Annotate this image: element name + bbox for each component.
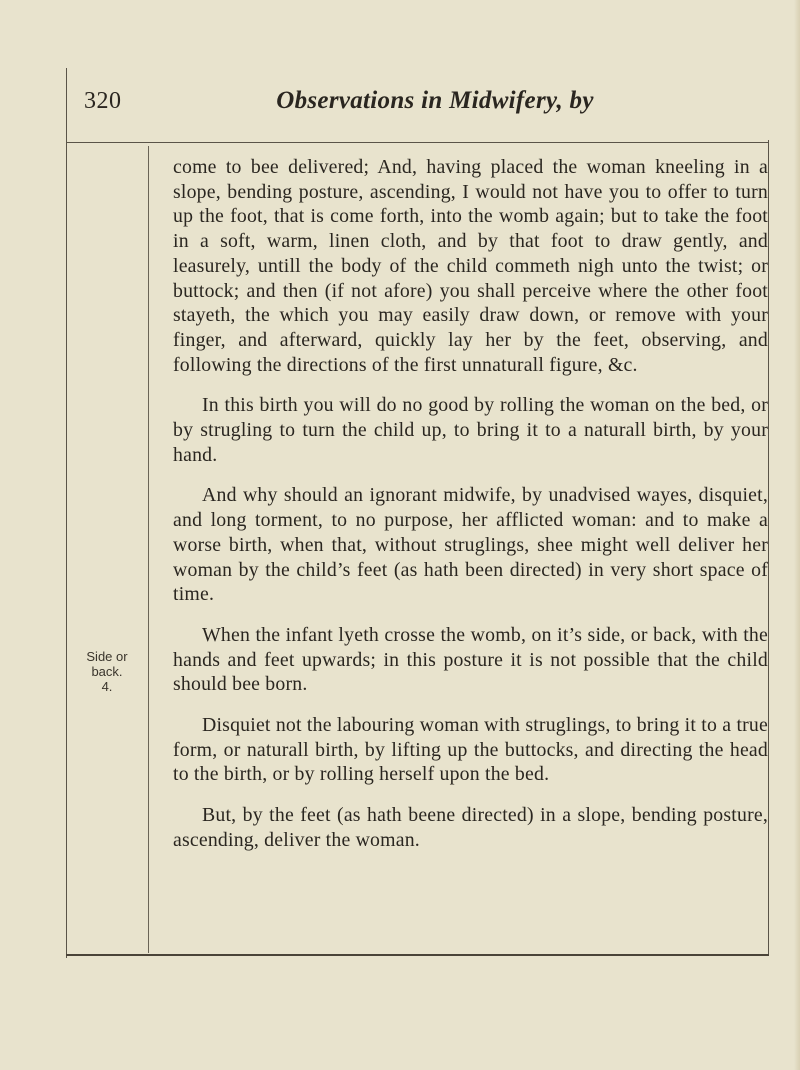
body-text (173, 155, 768, 853)
paragraph: When the infant lyeth crosse the womb, on it’s side, or back, with the hands and feet upwards; in this posture it is not possible that the child should bee born. (173, 623, 768, 696)
paragraph: And why should an ignorant midwife, by unadvised wayes, disquiet, and long torment, to no purpose, her afflicted woman: and to make a worse birth, when that, without struglings, shee might well deliver her woman by the child’s feet (as hath been directed) in very short space of time. (173, 484, 768, 606)
paragraph-continued: come to bee delivered; And, having placed the woman kneeling in a slope, bending posture, ascending, I would not have you to offer to turn up the foot, that is come forth, into the womb again; but to take the foot in a soft, warm, linen cloth, and by that foot to draw gently, and leasurely, untill the body of the child commeth nigh unto the twist; or buttock; and then (if not afore) you shall perceive where the other foot stayeth, the which you may easily draw down, or remove with your finger, and afterward, quickly lay her by the feet, observing, and following the directions of the first unnaturall figure, &c. (173, 156, 768, 376)
margin-rule (148, 146, 149, 953)
margin-note-line: back. (91, 664, 123, 679)
frame-right-rule (768, 140, 769, 955)
page-edge (794, 0, 800, 1070)
running-head: Observations in Midwifery, by (276, 87, 594, 114)
paragraph: In this birth you will do no good by rolling the woman on the bed, or by strugling to turn the child up, to bring it to a naturall birth, by your hand. (173, 394, 768, 466)
margin-note-line: Side or (86, 649, 128, 664)
margin-note-number: 4. (101, 679, 113, 694)
paragraph: But, by the feet (as hath beene directed) in a slope, bending posture, ascending, deliver the woman. (173, 804, 768, 851)
margin-note (66, 649, 148, 694)
paragraph: Disquiet not the labouring woman with struglings, to bring it to a true form, or naturall birth, by lifting up the buttocks, and directing the head to the birth, or by rolling herself upon the bed. (173, 714, 768, 786)
frame-left-rule (66, 68, 67, 958)
page-number: 320 (84, 88, 122, 114)
footer-rule (66, 954, 769, 956)
header-rule (66, 142, 769, 143)
